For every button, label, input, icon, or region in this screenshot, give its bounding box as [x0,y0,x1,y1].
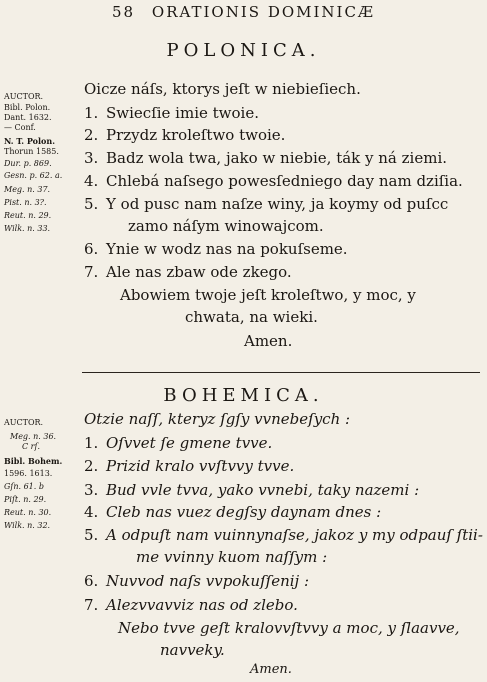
prayer-line: 3. Bud vvle tvva, yako vvnebi, taky nazemi : [84,481,420,499]
prayer-line: 5. A odpuſt nam vuinnynaſse, jakoz y my odpauſ ſtii- [84,526,483,544]
doxology-line: Abowiem twoje jeſt kroleſtwo, y moc, y [120,286,416,304]
prayer-line: Oicze náſs, ktorys jeſt w niebieſiech. [84,80,361,98]
source-note: C rſ. [22,442,40,451]
source-note: Piſt. n. 29. [4,495,47,504]
prayer-line: 1. Oſvvet ſe gmene tvve. [84,434,273,452]
auctor-label: AUCTOR. [4,92,44,101]
source-note: Meg. n. 37. [4,185,51,194]
prayer-line: 3. Badz wola twa, jako w niebie, ták y ná ziemi. [84,149,448,167]
source-note: Gesn. p. 62. a. [4,171,63,180]
prayer-line: 4. Chlebá naſsego powesſedniego day nam dziſia. [84,172,463,190]
prayer-line: 6. Ynie w wodz nas na pokuſseme. [84,240,348,258]
doxology-line: chwata, na wieki. [185,308,318,326]
prayer-line: 6. Nuvvod naſs vvpokuſſenij : [84,572,309,590]
source-note: Bibl. Polon. [4,103,51,112]
source-note: Wilk. n. 33. [4,224,51,233]
source-note: — Conf. [4,123,36,132]
source-note: Thorun 1585. [4,147,59,156]
doxology-line: Nebo tvve geſt kralovvſtvvy a moc, y ſlaavve, [118,619,460,637]
source-note: Dur. p. 869. [4,159,52,168]
source-note: Wilk. n. 32. [4,521,51,530]
prayer-line: zamo náſym winowajcom. [128,217,324,235]
source-note: Dant. 1632. [4,113,52,122]
source-note: 1596. 1613. [4,469,53,478]
source-note: Reut. n. 30. [4,508,52,517]
prayer-line: 7. Ale nas zbaw ode zkego. [84,263,292,281]
source-note: Bibl. Bohem. [4,456,63,466]
source-note: Pist. n. 3?. [4,198,47,207]
section-title-polonica: POLONICA. [166,40,321,61]
section-title-bohemica: BOHEMICA. [163,385,324,406]
prayer-line: 2. Przydz kroleſtwo twoie. [84,126,286,144]
section-divider [82,372,480,373]
amen-line: Amen. [244,332,293,350]
running-title: ORATIONIS DOMINICÆ [151,3,375,21]
prayer-line: 7. Alezvvavviz nas od zlebo. [84,596,298,614]
source-note: Meg. n. 36. [10,432,57,441]
prayer-line: 4. Cleb nas vuez degſsy daynam dnes : [84,503,382,521]
source-note: Reut. n. 29. [4,211,52,220]
prayer-line: Otzie naſſ, kteryz ſgſy vvnebeſych : [84,410,351,428]
prayer-line: 2. Prizid kralo vvſtvvy tvve. [84,457,295,475]
prayer-line: 1. Swiecſie imie twoie. [84,104,259,122]
amen-line: Amen. [250,662,292,677]
running-head [0,3,487,21]
source-note: Gſn. 61. b [4,482,44,491]
auctor-label: AUCTOR. [4,418,44,427]
page-number: 58 [112,3,136,21]
doxology-line: navveky. [160,641,225,659]
prayer-line: me vvinny kuom naſſym : [136,548,328,566]
prayer-line: 5. Y od pusc nam naſze winy, ja koymy od puſcc [84,195,449,213]
source-note: N. T. Polon. [4,136,55,146]
